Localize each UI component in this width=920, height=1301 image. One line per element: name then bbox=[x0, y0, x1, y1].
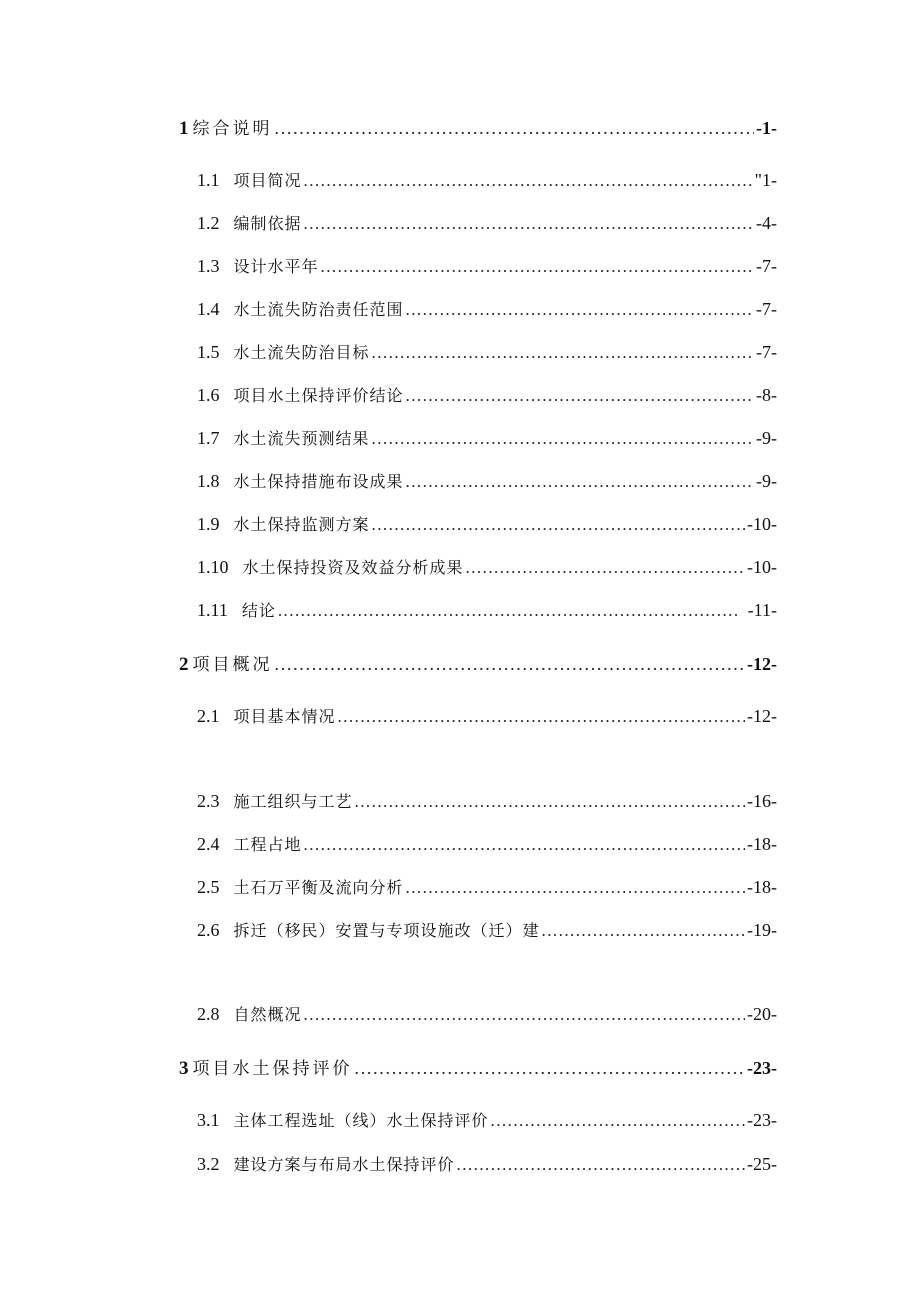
toc-title: 自然概况 bbox=[233, 1005, 302, 1024]
toc-page-number: -19- bbox=[747, 920, 777, 940]
toc-number: 3.2 bbox=[197, 1154, 220, 1174]
toc-number: 1.8 bbox=[197, 471, 220, 491]
toc-page-number: -18- bbox=[747, 834, 777, 854]
toc-leader-dots bbox=[355, 788, 745, 816]
toc-number: 2.3 bbox=[197, 791, 220, 811]
toc-entry[interactable] bbox=[179, 650, 777, 678]
toc-page-number: -25- bbox=[747, 1154, 777, 1174]
toc-page-number: -23- bbox=[747, 1058, 777, 1078]
toc-entry[interactable] bbox=[197, 1150, 777, 1178]
toc-number: 3 bbox=[179, 1058, 189, 1079]
toc-entry[interactable] bbox=[179, 114, 777, 142]
toc-leader-dots bbox=[491, 1107, 745, 1135]
toc-title: 设计水平年 bbox=[233, 257, 319, 276]
toc-page-number: "1- bbox=[754, 170, 777, 190]
toc-title: 水土流失防治责任范围 bbox=[233, 300, 404, 319]
toc-entry[interactable] bbox=[197, 596, 777, 624]
toc-page-number: -10- bbox=[747, 557, 777, 577]
toc-page-number: -18- bbox=[747, 877, 777, 897]
toc-entry[interactable] bbox=[197, 295, 777, 323]
toc-entry[interactable] bbox=[197, 1106, 777, 1134]
toc-title: 水土保持监测方案 bbox=[233, 515, 370, 534]
toc-title: 水土保持投资及效益分析成果 bbox=[242, 558, 464, 577]
toc-page-number: -12- bbox=[747, 654, 777, 674]
toc-number: 3.1 bbox=[197, 1110, 220, 1130]
toc-page-number: -4- bbox=[756, 213, 777, 233]
toc-leader-dots bbox=[372, 425, 754, 453]
toc-number: 2.8 bbox=[197, 1004, 220, 1024]
toc-page-number: -23- bbox=[747, 1110, 777, 1130]
toc-entry[interactable] bbox=[197, 424, 777, 452]
toc-leader-dots bbox=[338, 703, 745, 731]
toc-title: 编制依据 bbox=[233, 214, 302, 233]
toc-page-number: -8- bbox=[756, 385, 777, 405]
toc-entry[interactable] bbox=[197, 830, 777, 858]
toc-entry[interactable] bbox=[179, 1054, 777, 1082]
toc-number: 1.4 bbox=[197, 299, 220, 319]
toc-leader-dots bbox=[278, 597, 746, 625]
toc-title: 工程占地 bbox=[233, 835, 302, 854]
toc-leader-dots bbox=[457, 1151, 745, 1179]
toc-page-number: -20- bbox=[747, 1004, 777, 1024]
toc-leader-dots bbox=[304, 210, 754, 238]
toc-title: 主体工程选址（线）水土保持评价 bbox=[233, 1111, 489, 1130]
toc-page-number: -9- bbox=[756, 471, 777, 491]
toc-leader-dots bbox=[406, 874, 745, 902]
toc-entry[interactable] bbox=[197, 166, 777, 194]
toc-page-number: -7- bbox=[756, 299, 777, 319]
toc-leader-dots bbox=[275, 650, 746, 678]
toc-number: 2.4 bbox=[197, 834, 220, 854]
toc-title: 项目水土保持评价 bbox=[192, 1059, 353, 1079]
toc-leader-dots bbox=[355, 1054, 746, 1082]
toc-entry[interactable] bbox=[197, 209, 777, 237]
toc-number: 2.5 bbox=[197, 877, 220, 897]
toc-leader-dots bbox=[321, 253, 754, 281]
toc-entry[interactable] bbox=[197, 553, 777, 581]
toc-title: 项目简况 bbox=[233, 171, 302, 190]
toc-number: 1.5 bbox=[197, 342, 220, 362]
toc-title: 拆迁（移民）安置与专项设施改（迁）建 bbox=[233, 921, 540, 940]
toc-page-number: -12- bbox=[747, 706, 777, 726]
toc-title: 土石万平衡及流向分析 bbox=[233, 878, 404, 897]
toc-leader-dots bbox=[304, 1001, 745, 1029]
toc-title: 项目概况 bbox=[192, 655, 273, 675]
toc-entry[interactable] bbox=[197, 252, 777, 280]
toc-leader-dots bbox=[304, 167, 753, 195]
toc-number: 1.9 bbox=[197, 514, 220, 534]
toc-page-number: -7- bbox=[756, 256, 777, 276]
toc-title: 项目水土保持评价结论 bbox=[233, 386, 404, 405]
toc-entry[interactable] bbox=[197, 510, 777, 538]
toc-title: 施工组织与工艺 bbox=[233, 792, 353, 811]
toc-title: 项目基本情况 bbox=[233, 707, 336, 726]
toc-entry[interactable] bbox=[197, 702, 777, 730]
toc-number: 2.6 bbox=[197, 920, 220, 940]
toc-number: 1.1 bbox=[197, 170, 220, 190]
toc-number: 1.11 bbox=[197, 600, 228, 620]
toc-leader-dots bbox=[406, 296, 754, 324]
toc-entry[interactable] bbox=[197, 916, 777, 944]
toc-number: 1.10 bbox=[197, 557, 229, 577]
toc-number: 1.6 bbox=[197, 385, 220, 405]
toc-page-number: -7- bbox=[756, 342, 777, 362]
toc-number: 2.1 bbox=[197, 706, 220, 726]
toc-entry[interactable] bbox=[197, 467, 777, 495]
toc-entry[interactable] bbox=[197, 338, 777, 366]
toc-title: 水土保持措施布设成果 bbox=[233, 472, 404, 491]
toc-number: 1.2 bbox=[197, 213, 220, 233]
toc-entry[interactable] bbox=[197, 873, 777, 901]
toc-number: 1 bbox=[179, 118, 189, 139]
toc-number: 1.3 bbox=[197, 256, 220, 276]
toc-entry[interactable] bbox=[197, 1000, 777, 1028]
toc-page-number: -16- bbox=[747, 791, 777, 811]
toc-leader-dots bbox=[372, 339, 754, 367]
toc-entry[interactable] bbox=[197, 381, 777, 409]
toc-number: 2 bbox=[179, 654, 189, 675]
toc-leader-dots bbox=[304, 831, 745, 859]
toc-leader-dots bbox=[406, 382, 754, 410]
toc-leader-dots bbox=[275, 114, 755, 142]
toc-page-number: -11- bbox=[747, 600, 777, 620]
toc-title: 建设方案与布局水土保持评价 bbox=[233, 1155, 455, 1174]
toc-entry[interactable] bbox=[197, 787, 777, 815]
toc-title: 综合说明 bbox=[192, 119, 273, 139]
toc-leader-dots bbox=[466, 554, 745, 582]
toc-page-number: -10- bbox=[747, 514, 777, 534]
toc-leader-dots bbox=[542, 917, 745, 945]
toc-title: 水土流失预测结果 bbox=[233, 429, 370, 448]
toc-title: 结论 bbox=[241, 601, 276, 620]
toc-title: 水土流失防治目标 bbox=[233, 343, 370, 362]
toc-leader-dots bbox=[406, 468, 754, 496]
toc-leader-dots bbox=[372, 511, 745, 539]
toc-page-number: -9- bbox=[756, 428, 777, 448]
toc-page-number: -1- bbox=[756, 118, 777, 138]
toc-number: 1.7 bbox=[197, 428, 220, 448]
